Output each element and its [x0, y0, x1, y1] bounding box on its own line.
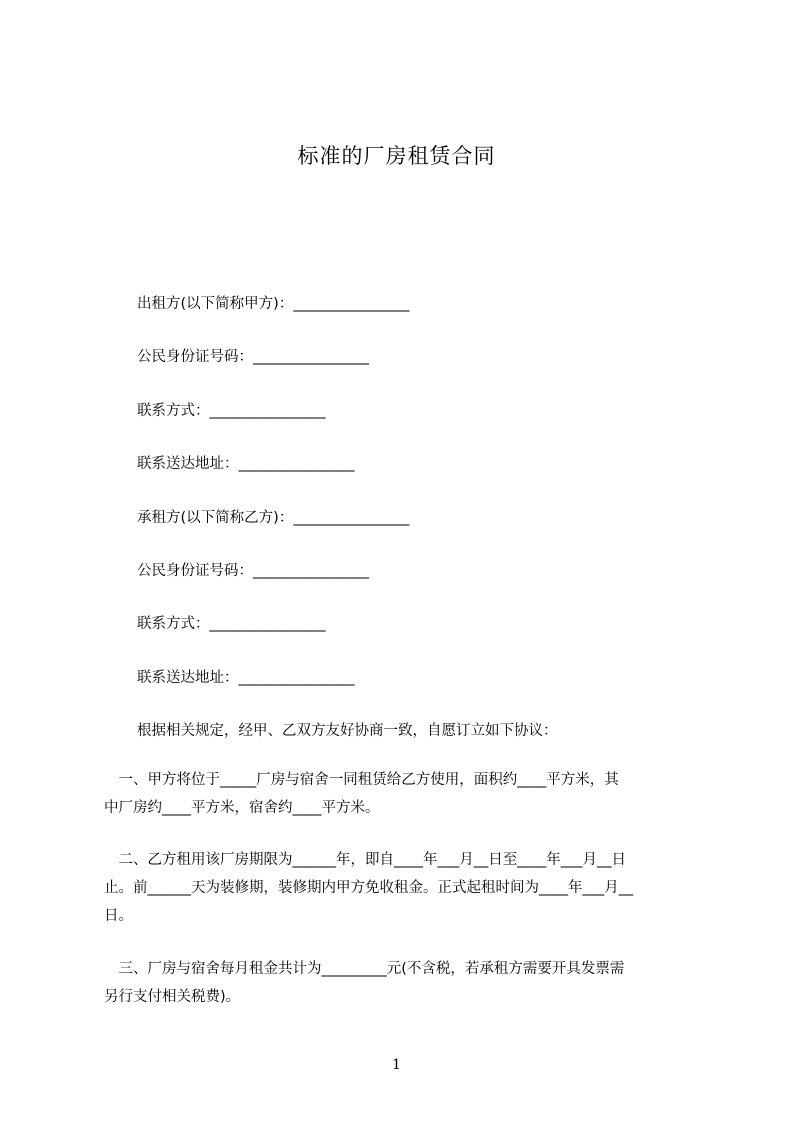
- clause-1: [104, 766, 704, 822]
- page-number: 1: [392, 1057, 401, 1073]
- lessee-contact-field: 联系方式：________________: [137, 616, 326, 632]
- lessee-field: 承租方(以下简称乙方)：________________: [137, 510, 410, 526]
- lessor-field: 出租方(以下简称甲方)：________________: [137, 296, 410, 312]
- clause-3-line-2: 另行支付相关税费)。: [104, 989, 241, 1005]
- clause-2-line-3: 日。: [104, 908, 133, 924]
- lessee-id-field: 公民身份证号码：________________: [137, 563, 369, 579]
- clause-2-line-2: 止。前______天为装修期，装修期内甲方免收租金。正式起租时间为____年___月__: [104, 880, 634, 896]
- intro-paragraph: 根据相关规定，经甲、乙双方友好协商一致，自愿订立如下协议：: [137, 723, 558, 739]
- clause-1-line-2: 中厂房约____平方米，宿舍约____平方米。: [104, 800, 380, 816]
- clause-1-line-1: 一、甲方将位于_____厂房与宿舍一同租赁给乙方使用，面积约____平方米，其: [104, 772, 619, 788]
- clause-3-line-1: 三、厂房与宿舍每月租金共计为_________元(不含税，若承租方需要开具发票需: [104, 961, 625, 977]
- lessee-address-field: 联系送达地址：________________: [137, 670, 355, 686]
- document-title: 标准的厂房租赁合同: [297, 144, 496, 168]
- clause-2: [104, 846, 704, 930]
- lessor-contact-field: 联系方式：________________: [137, 403, 326, 419]
- clause-2-line-1: 二、乙方租用该厂房期限为______年，即自____年___月__日至____年___月__日: [104, 852, 626, 868]
- clause-3: [104, 955, 704, 1011]
- lessor-id-field: 公民身份证号码：________________: [137, 349, 369, 365]
- lessor-address-field: 联系送达地址：________________: [137, 456, 355, 472]
